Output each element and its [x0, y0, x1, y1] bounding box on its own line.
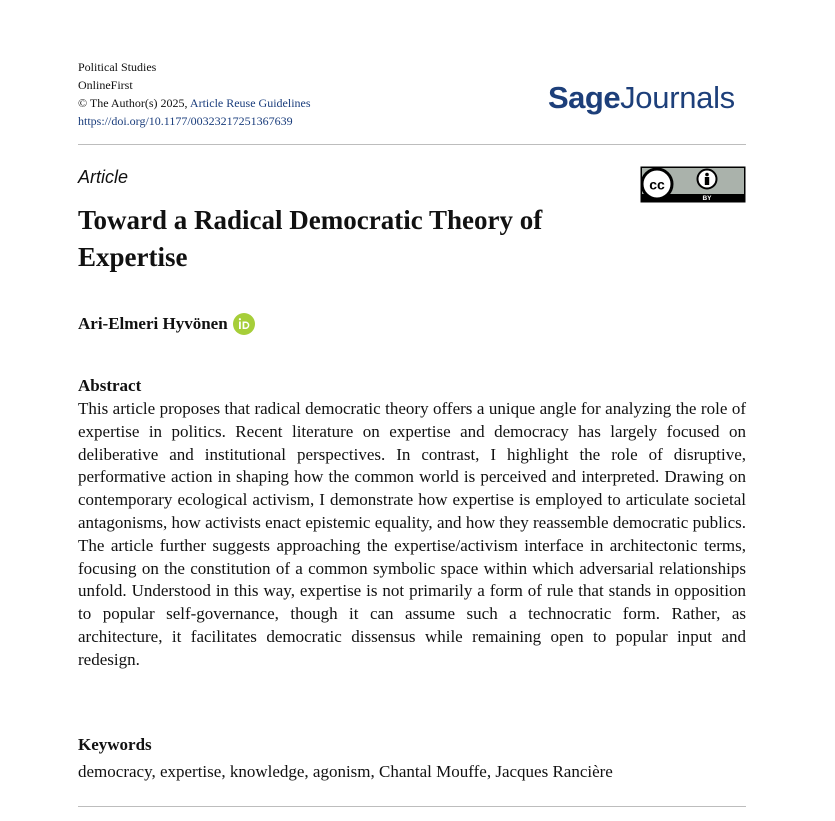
footer-divider	[78, 806, 746, 807]
logo-sage: Sage	[548, 80, 621, 115]
article-title: Toward a Radical Democratic Theory of Expertise	[78, 205, 543, 272]
header-divider	[78, 144, 746, 145]
abstract-heading: Abstract	[78, 376, 142, 395]
keywords-heading: Keywords	[78, 735, 152, 754]
doi-link[interactable]: https://doi.org/10.1177/00323217251367639	[78, 114, 293, 128]
author-line	[78, 313, 255, 335]
abstract-text: This article proposes that radical democratic theory offers a unique angle for analyzing the role of expertise in politics. Recent literature on expertise and democracy has largely focused on deliberative and institutional perspectives. In contrast, I highlight the role of disruptive, performative action in shaping how the common world is perceived and interpreted. Drawing on contemporary ecological activism, I demonstrate how expertise is employed to articulate societal antagonisms, how activists enact epistemic equality, and how they reassemble democratic publics. The article further suggests approaching the expertise/activism interface in architectonic terms, focusing on the constitution of a common symbolic space within which adversarial relationships unfold. Understood in this way, expertise is not primarily a form of rule that stands in opposition to popular self-governance, though it can assume such a technocratic form. Rather, as architecture, it facilitates democratic dissensus while remaining open to popular input and redesign.	[78, 399, 746, 669]
journal-name: Political Studies	[78, 60, 157, 74]
logo-journals: Journals	[620, 80, 735, 115]
journal-issue: OnlineFirst	[78, 78, 133, 92]
copyright-line	[78, 94, 311, 112]
article-type: Article	[78, 167, 129, 187]
svg-text:cc: cc	[649, 176, 665, 193]
license-label: BY	[702, 195, 712, 202]
copyright-text: © The Author(s) 2025,	[78, 96, 188, 110]
journal-meta	[78, 58, 311, 130]
keywords-list: democracy, expertise, knowledge, agonism, Chantal Mouffe, Jacques Rancière	[78, 762, 613, 781]
author-name: Ari-Elmeri Hyvönen	[78, 314, 228, 333]
sage-journals-logo[interactable]	[548, 80, 735, 116]
orcid-icon[interactable]	[233, 313, 255, 335]
reuse-guidelines-link[interactable]: Article Reuse Guidelines	[189, 96, 311, 110]
cc-by-license-icon[interactable]	[640, 166, 746, 203]
